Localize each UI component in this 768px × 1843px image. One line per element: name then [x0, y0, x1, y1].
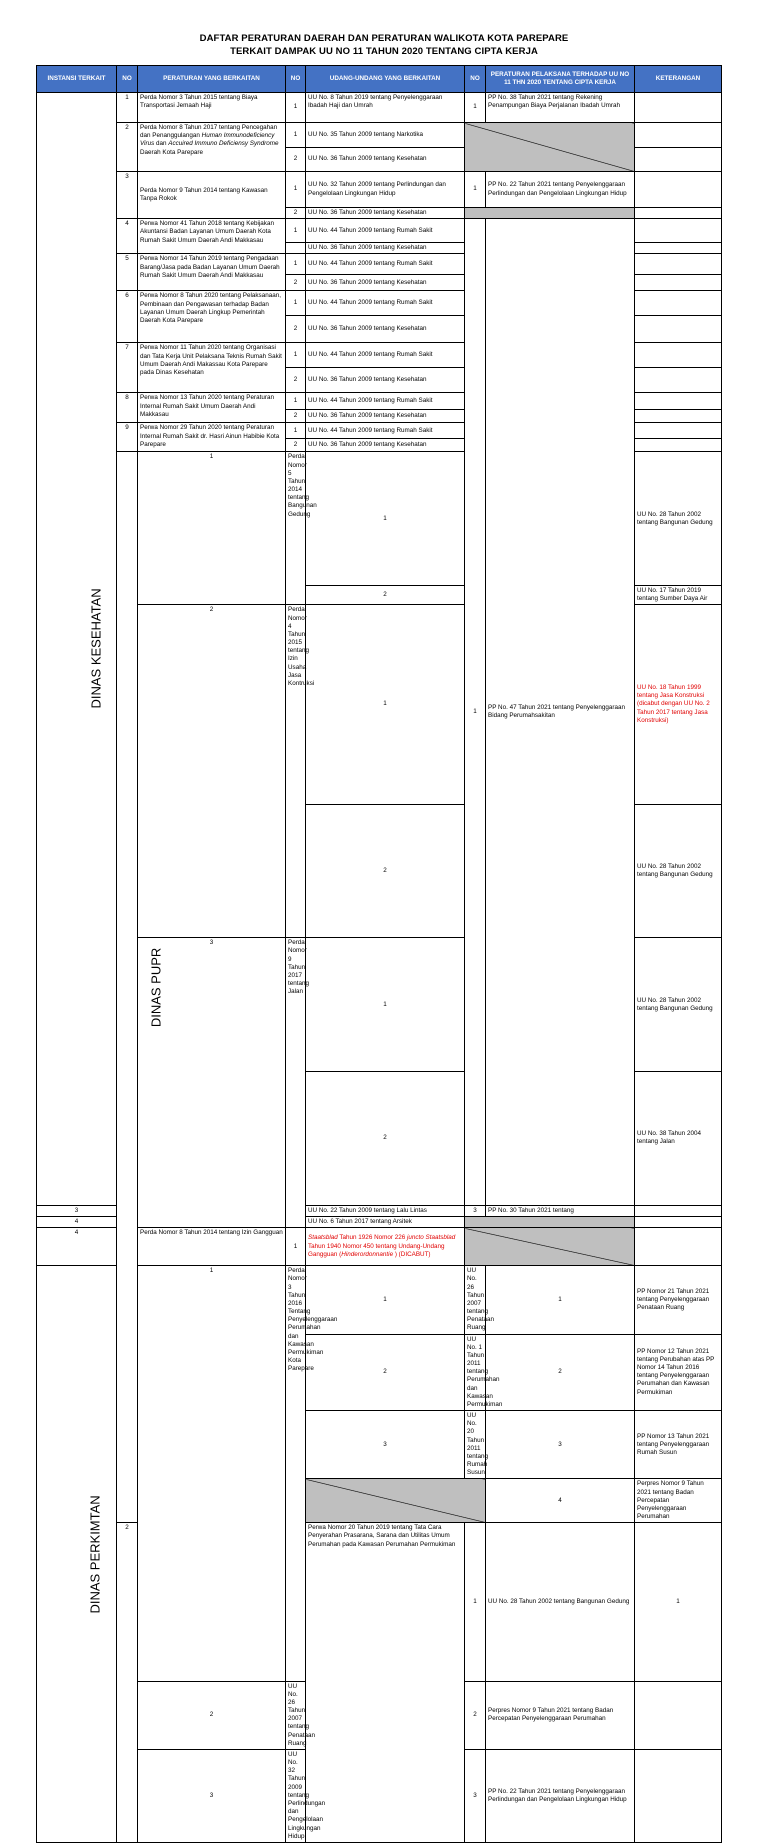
- department-label: DINAS KESEHATAN: [88, 588, 104, 709]
- keterangan-cell: [635, 1749, 722, 1842]
- pp-number: 4: [486, 1479, 635, 1523]
- keterangan-cell: [635, 1228, 722, 1266]
- keterangan-cell: [635, 368, 722, 393]
- uu-number: 2: [286, 439, 306, 452]
- uu-cell: UU No. 35 Tahun 2009 tentang Narkotika: [306, 123, 465, 148]
- uu-cell: UU No. 17 Tahun 2019 tentang Sumber Daya Air: [635, 586, 722, 605]
- uu-cell: UU No. 20 Tahun 2011 tentang Rumah Susun: [465, 1411, 486, 1479]
- empty-hatched-cell: [306, 1479, 486, 1523]
- uu-number: 1: [286, 393, 306, 410]
- row-number: 2: [138, 605, 286, 938]
- header-undang-undang: UDANG-UNDANG YANG BERKAITAN: [306, 66, 465, 93]
- perda-cell: Perda Nomor 4 Tahun 2015 tentang Izin Usaha Jasa Kontruksi: [286, 605, 306, 938]
- pp-number: 1: [465, 219, 486, 1206]
- table-row: [37, 123, 722, 148]
- uu-cell: UU No. 44 Tahun 2009 tentang Rumah Sakit: [306, 291, 465, 316]
- keterangan-cell: [635, 243, 722, 254]
- perda-cell: Perwa Nomor 13 Tahun 2020 tentang Peraturan Internal Rumah Sakit Umum Daerah Andi Makkasau: [138, 393, 286, 423]
- perda-cell: Perda Nomor 3 Tahun 2016 Tentang Penyelenggaraan Perumahan dan Kawasan Permukiman Kota Parepare: [286, 1266, 306, 1681]
- row-number: 6: [117, 291, 138, 343]
- header-peraturan: PERATURAN YANG BERKAITAN: [138, 66, 286, 93]
- keterangan-cell: [635, 148, 722, 172]
- uu-number: 1: [286, 343, 306, 368]
- perda-cell: Perwa Nomor 41 Tahun 2018 tentang Kebijakan Akuntansi Badan Layanan Umum Daerah Kota Rumah Sakit Umum Daerah Andi Makkasau: [138, 219, 286, 254]
- keterangan-cell: [635, 172, 722, 208]
- pp-number: 3: [465, 1205, 486, 1216]
- perda-cell: Perwa Nomor 29 Tahun 2020 tentang Peraturan Internal Rumah Sakit dr. Hasri Ainun Habibie Kota Parepare: [138, 423, 286, 452]
- keterangan-cell: [635, 1216, 722, 1227]
- uu-number: 1: [306, 938, 465, 1072]
- department-cell: [37, 93, 117, 1206]
- keterangan-cell: [635, 439, 722, 452]
- row-number: 1: [138, 1266, 286, 1681]
- uu-number: 1: [306, 452, 465, 586]
- pp-number: 3: [486, 1411, 635, 1479]
- table-header-row: [37, 66, 722, 93]
- row-number: 4: [37, 1228, 117, 1266]
- uu-cell: UU No. 32 Tahun 2009 tentang Perlindungan dan Pengelolaan Lingkungan Hidup: [306, 172, 465, 208]
- uu-cell: UU No. 28 Tahun 2002 tentang Bangunan Gedung: [635, 804, 722, 938]
- table-row: [37, 1266, 722, 1334]
- document-subtitle: TERKAIT DAMPAK UU NO 11 TAHUN 2020 TENTANG CIPTA KERJA: [230, 46, 538, 57]
- perda-cell: Perwa Nomor 14 Tahun 2019 tentang Pengadaan Barang/Jasa pada Badan Layanan Umum Daerah Rumah Sakit Umum Daerah Andi Makkasau: [138, 254, 286, 291]
- keterangan-cell: [635, 219, 722, 243]
- uu-number: 2: [306, 804, 465, 938]
- uu-number: 1: [306, 1266, 465, 1334]
- keterangan-cell: [635, 343, 722, 368]
- department-cell: [117, 452, 164, 1523]
- keterangan-cell: [635, 123, 722, 148]
- uu-cell: Staatsblad Tahun 1926 Nomor 226 juncto Staatsblad Tahun 1940 Nomor 450 tentang Undang-Undang Gangguan (Hinderordonnantie ) (DICABUT): [306, 1228, 465, 1266]
- uu-cell: UU No. 38 Tahun 2004 tentang Jalan: [635, 1072, 722, 1206]
- uu-cell: UU No. 44 Tahun 2009 tentang Rumah Sakit: [306, 423, 465, 439]
- perda-cell: Perwa Nomor 8 Tahun 2020 tentang Pelaksanaan, Pembinaan dan Pengawasan terhadap Badan Layanan Umum Daerah Lingkup Pemerintah Daerah Kota Parepare: [138, 291, 286, 343]
- empty-gray-cell: [465, 208, 635, 219]
- uu-number: 1: [286, 93, 306, 123]
- keterangan-cell: [635, 93, 722, 123]
- uu-cell: UU No. 36 Tahun 2009 tentang Kesehatan: [306, 275, 465, 291]
- uu-number: 1: [286, 123, 306, 148]
- uu-cell: UU No. 26 Tahun 2007 tentang Penataan Ruang: [286, 1681, 306, 1749]
- uu-cell: UU No. 28 Tahun 2002 tentang Bangunan Gedung: [635, 452, 722, 586]
- header-instansi: INSTANSI TERKAIT: [37, 66, 117, 93]
- uu-cell: UU No. 44 Tahun 2009 tentang Rumah Sakit: [306, 343, 465, 368]
- uu-cell: UU No. 36 Tahun 2009 tentang Kesehatan: [306, 148, 465, 172]
- keterangan-cell: [635, 423, 722, 439]
- pp-number: 2: [486, 1334, 635, 1411]
- uu-cell: UU No. 26 Tahun 2007 tentang Penataan Ruang: [465, 1266, 486, 1334]
- uu-number: 2: [286, 208, 306, 219]
- uu-cell: UU No. 36 Tahun 2009 tentang Kesehatan: [306, 243, 465, 254]
- department-label: DINAS PUPR: [148, 947, 164, 1028]
- perda-cell: Perda Nomor 3 Tahun 2015 tentang Biaya Transportasi Jemaah Haji: [138, 93, 286, 123]
- empty-hatched-cell: [465, 1228, 635, 1266]
- pp-number: 1: [635, 1523, 722, 1681]
- pp-cell: PP No. 22 Tahun 2021 tentang Penyelenggaraan Perlindungan dan Pengelolaan Lingkungan Hidup: [486, 172, 635, 208]
- header-keterangan: KETERANGAN: [635, 66, 722, 93]
- keterangan-cell: [635, 275, 722, 291]
- uu-number: 1: [306, 605, 465, 804]
- uu-number: 2: [286, 316, 306, 343]
- uu-cell: UU No. 28 Tahun 2002 tentang Bangunan Gedung: [635, 938, 722, 1072]
- uu-number: 2: [306, 586, 465, 605]
- pp-number: 1: [465, 93, 486, 123]
- uu-cell: UU No. 22 Tahun 2009 tentang Lalu Lintas: [306, 1205, 465, 1216]
- pp-cell: PP Nomor 21 Tahun 2021 tentang Penyelenggaraan Penataan Ruang: [635, 1266, 722, 1334]
- uu-number: 3: [138, 1749, 286, 1842]
- uu-cell: UU No. 44 Tahun 2009 tentang Rumah Sakit: [306, 219, 465, 243]
- keterangan-cell: [635, 1681, 722, 1749]
- uu-number: 1: [286, 219, 306, 243]
- uu-cell: UU No. 8 Tahun 2019 tentang Penyelenggaraan Ibadah Haji dan Umrah: [306, 93, 465, 123]
- uu-number: 2: [286, 410, 306, 423]
- uu-cell: UU No. 36 Tahun 2009 tentang Kesehatan: [306, 316, 465, 343]
- uu-cell: UU No. 18 Tahun 1999 tentang Jasa Konstruksi (dicabut dengan UU No. 2 Tahun 2017 tentang Jasa Konstruksi): [635, 605, 722, 804]
- pp-cell: PP No. 22 Tahun 2021 tentang Penyelenggaraan Perlindungan dan Pengelolaan Lingkungan Hidup: [486, 1749, 635, 1842]
- uu-number: 2: [286, 368, 306, 393]
- keterangan-cell: [635, 208, 722, 219]
- perda-cell: Perda Nomor 9 Tahun 2017 tentang Jalan: [286, 938, 306, 1228]
- row-number: 9: [117, 423, 138, 452]
- pp-cell: PP No. 30 Tahun 2021 tentang: [486, 1205, 635, 1216]
- keterangan-cell: [635, 410, 722, 423]
- uu-cell: UU No. 44 Tahun 2009 tentang Rumah Sakit: [306, 254, 465, 275]
- row-number: 8: [117, 393, 138, 423]
- keterangan-cell: [635, 393, 722, 410]
- pp-cell: PP Nomor 13 Tahun 2021 tentang Penyelenggaraan Rumah Susun: [635, 1411, 722, 1479]
- uu-number: 2: [306, 1072, 465, 1206]
- uu-number: 1: [286, 1228, 306, 1266]
- pp-number: 3: [465, 1749, 486, 1842]
- pp-number: 2: [465, 1681, 486, 1749]
- pp-cell: Perpres Nomor 9 Tahun 2021 tentang Badan Percepatan Penyelenggaraan Perumahan: [486, 1681, 635, 1749]
- uu-cell: UU No. 36 Tahun 2009 tentang Kesehatan: [306, 439, 465, 452]
- row-number: 1: [117, 93, 138, 123]
- row-number: 5: [117, 254, 138, 291]
- uu-number: 2: [306, 1334, 465, 1411]
- uu-number: [286, 243, 306, 254]
- uu-cell: UU No. 32 Tahun 2009 tentang Perlindungan dan Pengelolaan Lingkungan Hidup: [286, 1749, 306, 1842]
- header-no: NO: [465, 66, 486, 93]
- uu-number: 1: [286, 172, 306, 208]
- regulation-table: [36, 65, 722, 1843]
- perda-cell: Perda Nomor 8 Tahun 2017 tentang Pencegahan dan Penanggulangan Human Immunodeficiency Virus dan Accuired Immuno Deficiensy Syndrome Daerah Kota Parepare: [138, 123, 286, 172]
- empty-hatched-cell: [465, 123, 635, 172]
- table-row: [37, 219, 722, 243]
- pp-cell: PP No. 38 Tahun 2021 tentang Rekening Penampungan Biaya Perjalanan Ibadah Umrah: [486, 93, 635, 123]
- uu-cell: UU No. 1 Tahun 2011 tentang Perumahan dan Kawasan Permukiman: [465, 1334, 486, 1411]
- uu-number: 1: [465, 1523, 486, 1681]
- header-no: NO: [117, 66, 138, 93]
- keterangan-cell: [635, 291, 722, 316]
- header-no: NO: [286, 66, 306, 93]
- uu-number: 2: [286, 148, 306, 172]
- uu-number: 3: [306, 1411, 465, 1479]
- uu-cell: UU No. 28 Tahun 2002 tentang Bangunan Gedung: [486, 1523, 635, 1681]
- row-number: 3: [117, 172, 138, 219]
- keterangan-cell: [635, 316, 722, 343]
- uu-number: 4: [37, 1216, 117, 1227]
- uu-cell: UU No. 36 Tahun 2009 tentang Kesehatan: [306, 368, 465, 393]
- uu-cell: UU No. 44 Tahun 2009 tentang Rumah Sakit: [306, 393, 465, 410]
- pp-cell: PP Nomor 12 Tahun 2021 tentang Perubahan atas PP Nomor 14 Tahun 2016 tentang Penyelenggaraan Perumahan dan Kawasan Permukiman: [635, 1334, 722, 1411]
- row-number: 1: [138, 452, 286, 605]
- table-row: [37, 93, 722, 123]
- uu-number: 1: [286, 254, 306, 275]
- perda-cell: Perda Nomor 9 Tahun 2014 tentang Kawasan Tanpa Rokok: [138, 172, 286, 219]
- perda-cell: Perda Nomor 8 Tahun 2014 tentang Izin Gangguan: [138, 1228, 286, 1266]
- keterangan-cell: [635, 254, 722, 275]
- row-number: 4: [117, 219, 138, 254]
- empty-gray-cell: [465, 1216, 635, 1227]
- table-row: [37, 1228, 722, 1266]
- uu-number: 2: [138, 1681, 286, 1749]
- pp-number: 1: [486, 1266, 635, 1334]
- row-number: 2: [117, 123, 138, 172]
- perda-cell: Perwa Nomor 20 Tahun 2019 tentang Tata Cara Penyerahan Prasarana, Sarana dan Utilitas Umum Perumahan pada Kawasan Perumahan Permukiman: [306, 1523, 465, 1843]
- keterangan-cell: [635, 1205, 722, 1216]
- pp-cell: Perpres Nomor 9 Tahun 2021 tentang Badan Percepatan Penyelenggaraan Perumahan: [635, 1479, 722, 1523]
- row-number: 2: [117, 1523, 138, 1843]
- uu-cell: UU No. 36 Tahun 2009 tentang Kesehatan: [306, 410, 465, 423]
- document-title: DAFTAR PERATURAN DAERAH DAN PERATURAN WALIKOTA KOTA PAREPARE: [199, 33, 569, 44]
- uu-number: 1: [286, 291, 306, 316]
- pp-number: 1: [465, 172, 486, 208]
- uu-number: 1: [286, 423, 306, 439]
- uu-cell: UU No. 36 Tahun 2009 tentang Kesehatan: [306, 208, 465, 219]
- perda-cell: Perwa Nomor 11 Tahun 2020 tentang Organisasi dan Tata Kerja Unit Pelaksana Teknis Rumah Sakit Umum Daerah Andi Makassau Kota Parepare pada Dinas Kesehatan: [138, 343, 286, 393]
- department-label: DINAS PERKIMTAN: [87, 1494, 103, 1614]
- row-number: 7: [117, 343, 138, 393]
- table-row: [37, 172, 722, 208]
- uu-cell: UU No. 6 Tahun 2017 tentang Arsitek: [306, 1216, 465, 1227]
- uu-number: 3: [37, 1205, 117, 1216]
- uu-number: 2: [286, 275, 306, 291]
- header-peraturan-pelaksana: PERATURAN PELAKSANA TERHADAP UU NO 11 THN 2020 TENTANG CIPTA KERJA: [486, 66, 635, 93]
- department-cell: [37, 1266, 117, 1843]
- row-number: 3: [138, 938, 286, 1228]
- perda-cell: Perda Nomor 5 Tahun 2014 tentang Bangunan Gedung: [286, 452, 306, 605]
- pp-cell: PP No. 47 Tahun 2021 tentang Penyelenggaraan Bidang Perumahsakitan: [486, 219, 635, 1206]
